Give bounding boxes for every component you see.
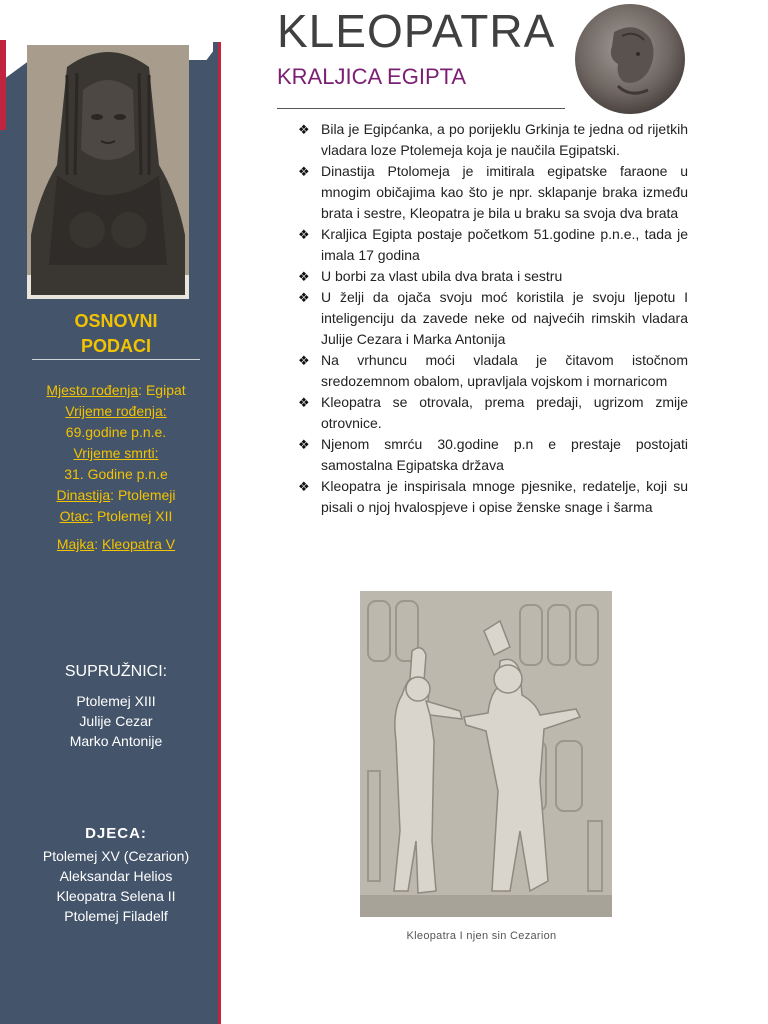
fact-text: U želji da ojača svoju moć koristila je svoju ljepotu I inteligenciju da zavede neke od najvećih rimskih vladara Julije Cezara i Marka Antonija	[321, 289, 688, 347]
sidebar-accent-top-right	[218, 42, 221, 150]
fact-item	[298, 161, 688, 224]
spouses-title: SUPRUŽNICI:	[64, 663, 168, 680]
children-list	[0, 846, 232, 926]
fact-item	[298, 434, 688, 476]
father-row	[0, 506, 232, 527]
diamond-bullet-icon: ❖	[298, 269, 310, 284]
death-label[interactable]: Vrijeme smrti:	[73, 445, 159, 461]
fact-item	[298, 266, 688, 287]
father-value: Ptolemej XII	[96, 508, 173, 524]
relief-caption: Kleopatra I njen sin Cezarion	[406, 930, 557, 942]
diamond-bullet-icon: ❖	[298, 164, 310, 179]
basic-info-title-line2: PODACI	[80, 336, 151, 356]
fact-text: Kleopatra je inspirisala mnoge pjesnike, redatelje, koji su pisali o njoj hvalospjeve i opise ženske snage i šarma	[321, 478, 688, 515]
coin-illustration	[574, 2, 686, 116]
diamond-bullet-icon: ❖	[298, 227, 310, 242]
basic-info	[0, 380, 232, 555]
children-title: DJECA:	[85, 825, 147, 842]
spouse-item: Ptolemej XIII	[76, 693, 156, 709]
diamond-bullet-icon: ❖	[298, 437, 310, 452]
birthplace-value: Egipat	[145, 382, 186, 398]
mother-row: Majka: Kleopatra V	[56, 536, 176, 552]
relief-illustration	[360, 591, 612, 917]
title-divider	[277, 108, 565, 109]
spouses-list	[0, 691, 232, 751]
relief-image	[360, 591, 612, 917]
bust-illustration	[27, 45, 189, 299]
death-value: 31. Godine p.n.e	[64, 466, 168, 482]
fact-text: Na vrhuncu moći vladala je čitavom istočnom sredozemnom obalom, upravljala vojskom i mornaricom	[321, 352, 688, 389]
fact-item	[298, 287, 688, 350]
birth-value: 69.godine p.n.e.	[65, 424, 167, 440]
fact-item	[298, 350, 688, 392]
diamond-bullet-icon: ❖	[298, 122, 310, 137]
child-item: Aleksandar Helios	[59, 868, 173, 884]
mother-label[interactable]: Majka	[56, 536, 95, 552]
fact-text: Kraljica Egipta postaje početkom 51.godine p.n.e., tada je imala 17 godina	[321, 226, 688, 263]
diamond-bullet-icon: ❖	[298, 395, 310, 410]
dynasty-value: Ptolemeji	[117, 487, 176, 503]
page-title: KLEOPATRA	[277, 5, 556, 57]
fact-text: Njenom smrću 30.godine p.n e prestaje postojati samostalna Egipatska država	[321, 436, 688, 473]
mother-value[interactable]: Kleopatra V	[101, 536, 176, 552]
child-item: Kleopatra Selena II	[56, 888, 176, 904]
fact-text: U borbi za vlast ubila dva brata i sestru	[321, 268, 563, 284]
sidebar-divider	[32, 359, 200, 360]
fact-item	[298, 224, 688, 266]
cleopatra-bust-image	[27, 45, 189, 299]
diamond-bullet-icon: ❖	[298, 353, 310, 368]
sidebar-accent-left	[0, 40, 6, 130]
diamond-bullet-icon: ❖	[298, 479, 310, 494]
fact-text: Bila je Egipćanka, a po porijeklu Grkinja te jedna od rijetkih vladara loze Ptolemeja koja je naučila Egipatski.	[321, 121, 688, 158]
basic-info-title-line1: OSNOVNI	[74, 311, 158, 331]
child-item: Ptolemej XV (Cezarion)	[42, 848, 190, 864]
fact-item	[298, 476, 688, 518]
diamond-bullet-icon: ❖	[298, 290, 310, 305]
fact-text: Dinastija Ptolomeja je imitirala egipatske faraone u mnogim običajima kao što je npr. sklapanje braka između brata i sestre, Kleopatra je bila u braku sa svoja dva brata	[321, 163, 688, 221]
dynasty-label[interactable]: Dinastija	[56, 487, 111, 503]
cleopatra-coin-image	[574, 2, 686, 116]
child-item: Ptolemej Filadelf	[64, 908, 168, 924]
spouse-item: Julije Cezar	[79, 713, 153, 729]
fact-item	[298, 392, 688, 434]
father-label[interactable]: Otac:	[59, 508, 94, 524]
fact-text: Kleopatra se otrovala, prema predaji, ugrizom zmije otrovnice.	[321, 394, 688, 431]
birthplace-row: Mjesto rođenja: Egipat	[46, 382, 186, 398]
birthplace-label[interactable]: Mjesto rođenja	[46, 382, 139, 398]
dynasty-row: Dinastija: Ptolemeji	[56, 487, 176, 503]
page-subtitle: KRALJICA EGIPTA	[277, 64, 467, 89]
fact-item	[298, 119, 688, 161]
birth-label[interactable]: Vrijeme rođenja:	[65, 403, 167, 419]
spouse-item: Marko Antonije	[69, 733, 163, 749]
facts-list	[298, 119, 688, 518]
